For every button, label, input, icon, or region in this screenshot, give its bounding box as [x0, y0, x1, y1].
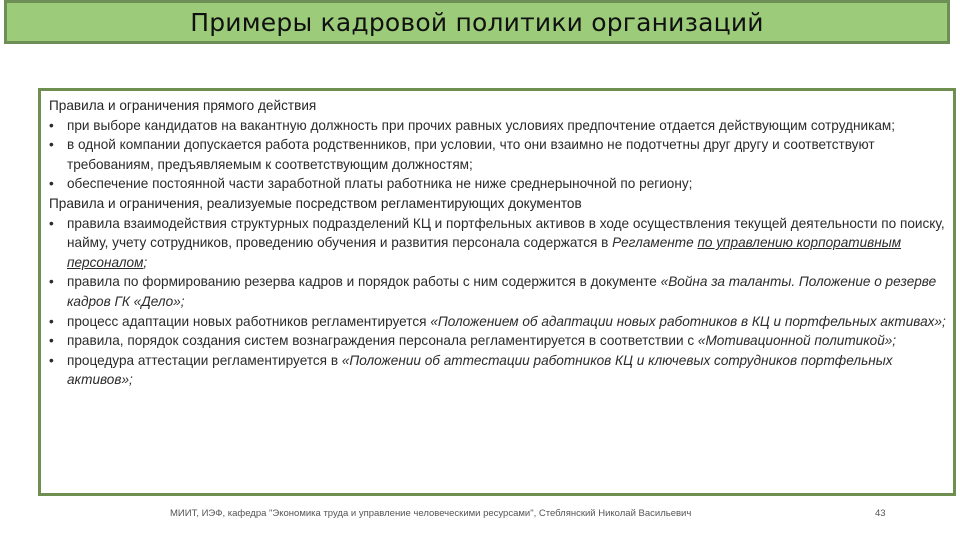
bullet-icon: • [49, 176, 54, 192]
list-item [49, 312, 949, 332]
bullet-text [67, 272, 949, 311]
document-name: «Война за таланты. Положение о резерве кадров ГК «Дело»; [67, 274, 937, 309]
list-item [49, 331, 949, 351]
bullet-icon: • [49, 333, 54, 349]
bullet-text: в одной компании допускается работа родственников, при условии, что они взаимно не подотчетны друг другу и соответствуют требованиям, предъявляемым к соответствующим должностям; [67, 137, 875, 172]
bullet-text [67, 351, 949, 390]
document-link[interactable]: по управлению корпоративным персоналом [67, 235, 902, 270]
bullet-text: обеспечение постоянной части заработной платы работника не ниже среднерыночной по региону; [67, 176, 693, 192]
bullet-plain-text: процесс адаптации новых работников регламентируется [67, 313, 431, 329]
bullet-icon: • [49, 117, 54, 133]
page-number: 43 [875, 508, 886, 519]
title-bar [4, 0, 950, 44]
list-item [49, 272, 949, 311]
section-heading-document-rules: Правила и ограничения, реализуемые посредством регламентирующих документов [49, 195, 582, 211]
bullet-icon: • [49, 274, 54, 290]
list-item [49, 174, 949, 194]
bullet-text [67, 214, 949, 273]
document-name: «Мотивационной политикой»; [697, 333, 897, 349]
document-name-plain: Регламенте [612, 235, 698, 251]
content-box [38, 88, 956, 496]
section-heading-direct-rules: Правила и ограничения прямого действия [49, 98, 317, 113]
footer-text: МИИТ, ИЭФ, кафедра "Экономика труда и управление человеческими ресурсами", Стеблянский Николай Васильевич [170, 508, 692, 519]
bullet-end: ; [143, 254, 148, 270]
bullet-plain-text: правила по формированию резерва кадров и порядок работы с ним содержится в документе [67, 274, 661, 290]
bullet-icon: • [49, 215, 54, 231]
bullet-plain-text: правила взаимодействия структурных подразделений КЦ и портфельных активов в ходе осуществления текущей деятельности по поиску, найму, учету сотрудников, проведению обучения и развития персонала содержатся в [67, 215, 945, 251]
list-item [49, 135, 949, 174]
bullet-icon: • [49, 313, 54, 329]
bullet-plain-text: правила, порядок создания систем вознаграждения персонала регламентируется в соответствии с [67, 333, 698, 349]
bullet-text: при выборе кандидатов на вакантную должность при прочих равных условиях предпочтение отдается действующим сотрудникам; [67, 117, 896, 133]
document-name: «Положением об адаптации новых работников в КЦ и портфельных активах»; [430, 313, 946, 329]
bullet-text [67, 312, 949, 332]
document-name: «Положении об аттестации работников КЦ и ключевых сотрудников портфельных активов»; [67, 352, 893, 388]
bullet-text [67, 331, 949, 351]
bullet-plain-text: процедура аттестации регламентируется в [67, 352, 342, 368]
footer [0, 508, 960, 524]
list-item [49, 351, 949, 390]
list-item [49, 214, 949, 273]
slide-title: Примеры кадровой политики организаций [190, 7, 764, 37]
bullet-icon: • [49, 352, 54, 368]
list-item [49, 116, 949, 136]
bullet-icon: • [49, 137, 54, 153]
